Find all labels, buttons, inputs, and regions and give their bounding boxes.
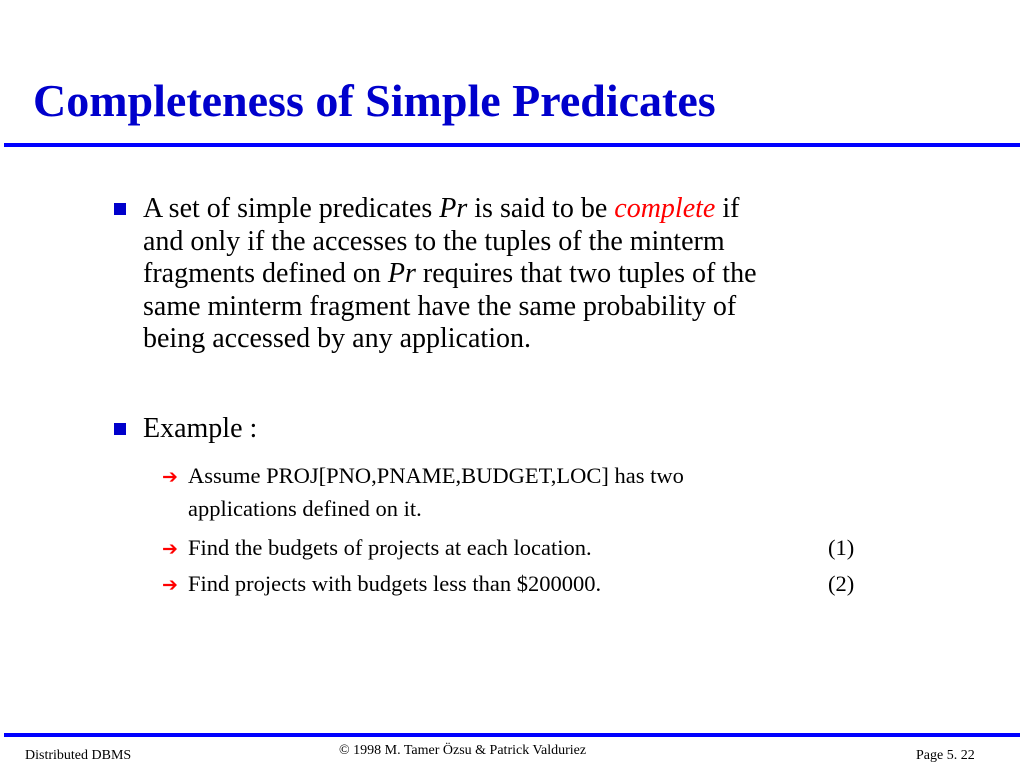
bullet-completeness-definition (114, 193, 894, 356)
sub-item-text: Find the budgets of projects at each location. (188, 535, 592, 560)
footer-course-name: Distributed DBMS (25, 748, 132, 763)
square-bullet-icon (114, 203, 126, 215)
sub-item-query-1 (162, 532, 855, 565)
text-segment: A set of simple predicates (143, 193, 440, 224)
bullet-line-5: being accessed by any application. (143, 323, 531, 354)
sub-item-text: Find projects with budgets less than $200000. (188, 571, 602, 596)
text-segment: is said to be (467, 193, 615, 224)
sub-item-line-2: applications defined on it. (188, 496, 422, 521)
bullet-line-3 (143, 258, 894, 291)
bullet-line-4: same minterm fragment have the same probability of (143, 290, 737, 322)
title-divider (4, 143, 1020, 147)
example-label: Example : (143, 413, 258, 444)
text-segment: if (715, 193, 740, 224)
bullet-line-1 (143, 193, 894, 226)
arrow-right-icon: ➔ (162, 574, 178, 596)
footer-copyright: © 1998 M. Tamer Özsu & Patrick Valduriez (339, 743, 587, 758)
pr-term: Pr (439, 193, 468, 224)
text-segment: requires that two tuples of the (415, 258, 757, 289)
sub-item-line-1 (162, 460, 684, 493)
pr-term: Pr (387, 258, 416, 289)
footer-divider (4, 733, 1020, 737)
text-segment: fragments defined on (143, 258, 388, 289)
sub-item-assume (162, 460, 684, 525)
bullet-text (143, 193, 894, 356)
bullet-line-2: and only if the accesses to the tuples of the minterm (143, 225, 725, 257)
slide-title: Completeness of Simple Predicates (33, 75, 716, 126)
bullet-example (114, 413, 894, 446)
sub-item-query-2 (162, 568, 855, 601)
sub-item-text: Assume PROJ[PNO,PNAME,BUDGET,LOC] has two (188, 463, 684, 488)
square-bullet-icon (114, 423, 126, 435)
query-number: (1) (828, 535, 855, 560)
footer-page-number: Page 5. 22 (916, 748, 975, 763)
query-number: (2) (828, 571, 855, 596)
arrow-right-icon: ➔ (162, 538, 178, 560)
arrow-right-icon: ➔ (162, 466, 178, 488)
complete-term: complete (614, 193, 716, 224)
